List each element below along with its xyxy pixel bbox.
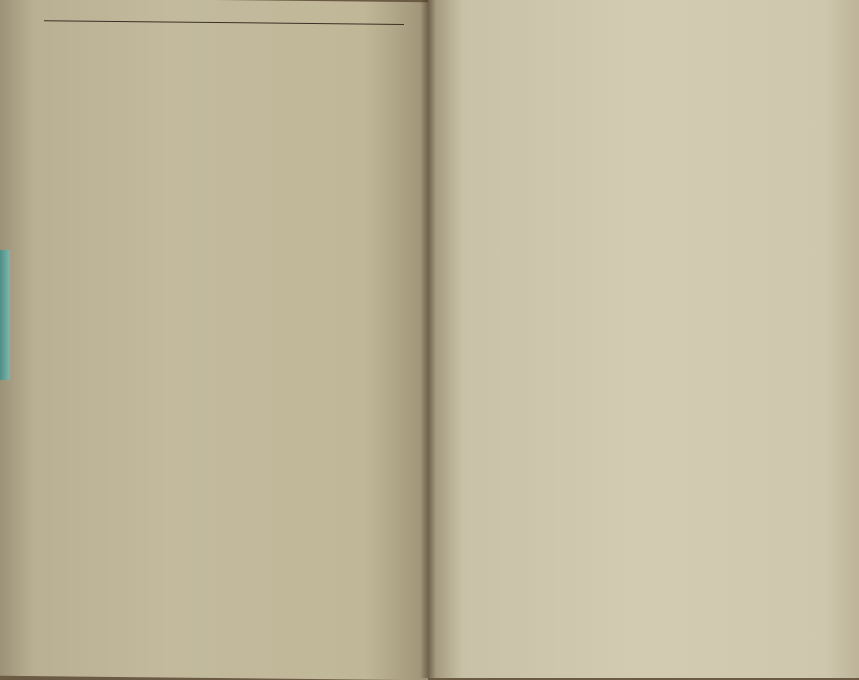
left-page <box>0 0 428 680</box>
right-page <box>428 0 859 678</box>
section-heading <box>456 48 851 52</box>
chapter-title <box>440 47 851 53</box>
footnote-rule <box>44 20 404 25</box>
left-running-head <box>50 12 398 16</box>
bookmark-ribbon <box>0 250 10 380</box>
footnotes <box>50 25 398 29</box>
